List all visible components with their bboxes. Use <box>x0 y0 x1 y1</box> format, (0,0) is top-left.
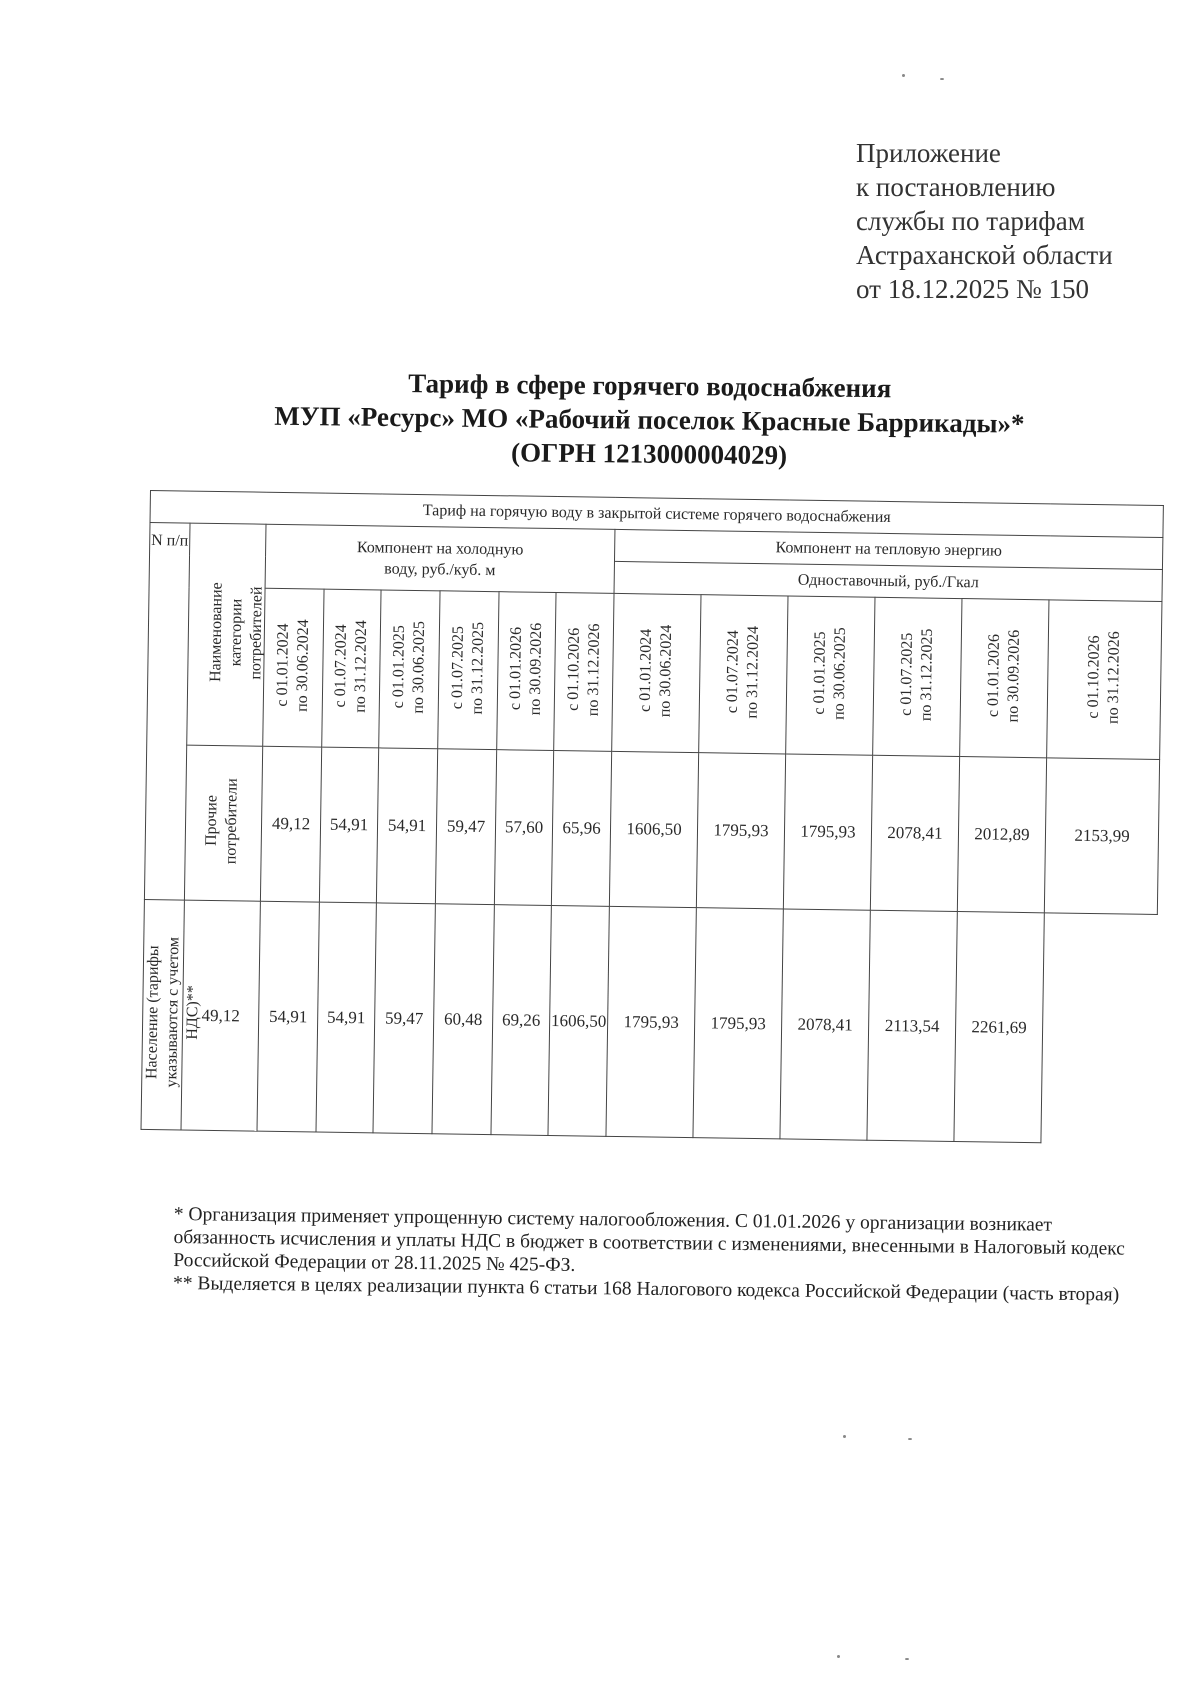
period-to: по 30.06.2025 <box>830 626 850 720</box>
cold-tariff-value: 49,12 <box>181 900 260 1131</box>
heat-tariff-value: 2261,69 <box>954 912 1044 1143</box>
heat-tariff-value: 1795,93 <box>783 754 872 910</box>
period-from: с 01.01.2024 <box>273 623 293 707</box>
category-header-label: Наименование категории потребителей <box>206 581 266 682</box>
period-to: по 30.09.2026 <box>526 622 546 716</box>
heat-tariff-value: 1606,50 <box>548 906 609 1137</box>
period-to: по 31.12.2025 <box>917 628 937 721</box>
period-label <box>563 623 604 716</box>
scan-speck <box>940 78 944 80</box>
heat-tariff-value: 1795,93 <box>693 908 783 1139</box>
heat-tariff-value: 1606,50 <box>609 751 698 907</box>
period-to: по 31.12.2024 <box>743 625 763 719</box>
category-cell <box>141 899 202 1130</box>
cold-tariff-value: 59,47 <box>373 903 435 1134</box>
period-to: по 31.12.2025 <box>468 621 488 715</box>
period-label <box>984 629 1025 722</box>
period-from: с 01.01.2024 <box>636 628 655 713</box>
category-cell <box>184 745 262 901</box>
period-label <box>897 628 938 721</box>
heat-component-header: Компонент на тепловую энергию <box>614 529 1163 569</box>
cold-component-label: Компонент на холодную воду, руб./куб. м <box>356 538 524 579</box>
cold-tariff-value: 54,91 <box>376 748 437 904</box>
heat-period-header <box>699 595 788 754</box>
tariff-table <box>141 490 1165 1145</box>
cold-period-header <box>497 592 556 751</box>
table-row <box>144 744 1159 914</box>
scan-speck <box>905 1658 909 1660</box>
cold-period-header <box>322 589 381 748</box>
appendix-line: Астраханской области <box>856 240 1113 270</box>
heat-period-header <box>786 596 875 755</box>
period-from: с 01.10.2026 <box>1084 635 1104 719</box>
cold-tariff-value: 69,26 <box>491 905 551 1136</box>
period-from: с 01.07.2025 <box>448 625 468 710</box>
footnotes <box>173 1203 1154 1307</box>
column-number-header: N п/п <box>144 523 190 901</box>
period-label <box>506 622 547 715</box>
period-label <box>448 621 489 714</box>
scan-speck <box>908 1438 912 1440</box>
period-from: с 01.01.2026 <box>506 626 526 711</box>
cold-component-header <box>265 524 615 593</box>
heat-tariff-value: 1795,93 <box>606 906 696 1137</box>
period-header-row <box>147 586 1162 759</box>
cold-tariff-value: 60,48 <box>432 904 494 1135</box>
scan-speck <box>902 74 905 77</box>
heat-tariff-value: 2153,99 <box>1044 758 1159 915</box>
category-label: Население (тарифы указываются с учетом НДС)** <box>143 937 202 1088</box>
scan-speck <box>843 1435 846 1438</box>
title-line: Тариф в сфере горячего водоснабжения <box>408 368 892 404</box>
heat-tariff-value: 2113,54 <box>867 910 957 1141</box>
heat-period-header <box>960 599 1049 758</box>
period-label <box>723 625 764 718</box>
appendix-line: от 18.12.2025 № 150 <box>856 274 1089 304</box>
period-to: по 31.12.2024 <box>351 619 371 713</box>
heat-period-header <box>612 593 701 752</box>
period-label <box>331 619 372 712</box>
period-to: по 30.06.2024 <box>293 618 313 712</box>
title-line: МУП «Ресурс» МО «Рабочий поселок Красные Баррикады»* <box>274 400 1025 439</box>
cold-tariff-value: 59,47 <box>435 749 496 905</box>
period-from: с 01.10.2026 <box>564 627 583 711</box>
cold-tariff-value: 54,91 <box>319 747 378 903</box>
period-label <box>810 627 851 720</box>
document-title <box>199 364 1100 475</box>
footnote-2: ** Выделяется в целях реализации пункта 6 статьи 168 Налогового кодекса Российской Федерации (часть вторая) <box>172 1272 1120 1306</box>
appendix-block <box>856 136 1176 306</box>
cold-period-header <box>263 588 324 747</box>
table-row <box>141 899 1157 1144</box>
heat-period-header <box>873 597 962 756</box>
period-from: с 01.07.2025 <box>897 632 916 716</box>
cold-tariff-value: 49,12 <box>260 746 321 902</box>
period-from: с 01.01.2025 <box>810 631 829 715</box>
heat-tariff-value: 2078,41 <box>870 755 959 911</box>
cold-period-header <box>554 593 614 752</box>
tariff-table-wrapper <box>141 490 1163 1145</box>
column-category-header <box>187 523 266 746</box>
appendix-line: службы по тарифам <box>856 206 1085 236</box>
period-to: по 30.06.2024 <box>656 624 676 718</box>
appendix-line: Приложение <box>856 138 1001 168</box>
scan-speck <box>837 1655 840 1658</box>
heat-rate-header: Одноставочный, руб./Гкал <box>614 561 1163 601</box>
heat-tariff-value: 2078,41 <box>780 909 870 1140</box>
cold-tariff-value: 65,96 <box>551 751 611 907</box>
footnote-1: * Организация применяет упрощенную систему налогообложения. С 01.01.2026 у организации возникает обязанность исчисления и уплаты НДС в бюджет в соответствии с изменениями, внесенными в Налоговый кодекс Российской Федерации от 28.11.2025 № 425-ФЗ. <box>173 1203 1125 1276</box>
period-from: с 01.07.2024 <box>723 629 742 714</box>
period-label <box>1084 631 1125 724</box>
title-line: (ОГРН 1213000004029) <box>510 437 788 471</box>
cold-period-header <box>438 591 499 750</box>
heat-period-header <box>1047 600 1163 760</box>
period-from: с 01.01.2025 <box>389 625 409 709</box>
category-label: Прочие потребители <box>202 777 241 864</box>
period-label <box>636 624 677 717</box>
period-from: с 01.01.2026 <box>984 633 1003 718</box>
cold-tariff-value: 54,91 <box>316 902 376 1133</box>
period-to: по 31.12.2026 <box>1104 630 1124 724</box>
period-label <box>389 620 430 713</box>
period-from: с 01.07.2024 <box>331 624 351 708</box>
heat-tariff-value: 1795,93 <box>696 753 785 909</box>
heat-tariff-value: 2012,89 <box>957 757 1046 913</box>
cold-tariff-value: 57,60 <box>494 750 553 906</box>
table-main-header: Тариф на горячую воду в закрытой системе горячего водоснабжения <box>150 491 1164 538</box>
period-to: по 31.12.2026 <box>584 623 603 716</box>
period-label <box>273 619 314 712</box>
cold-period-header <box>379 590 440 749</box>
appendix-line: к постановлению <box>856 172 1056 202</box>
period-to: по 30.06.2025 <box>409 620 429 714</box>
period-to: по 30.09.2026 <box>1004 629 1024 723</box>
cold-tariff-value: 54,91 <box>257 901 319 1132</box>
